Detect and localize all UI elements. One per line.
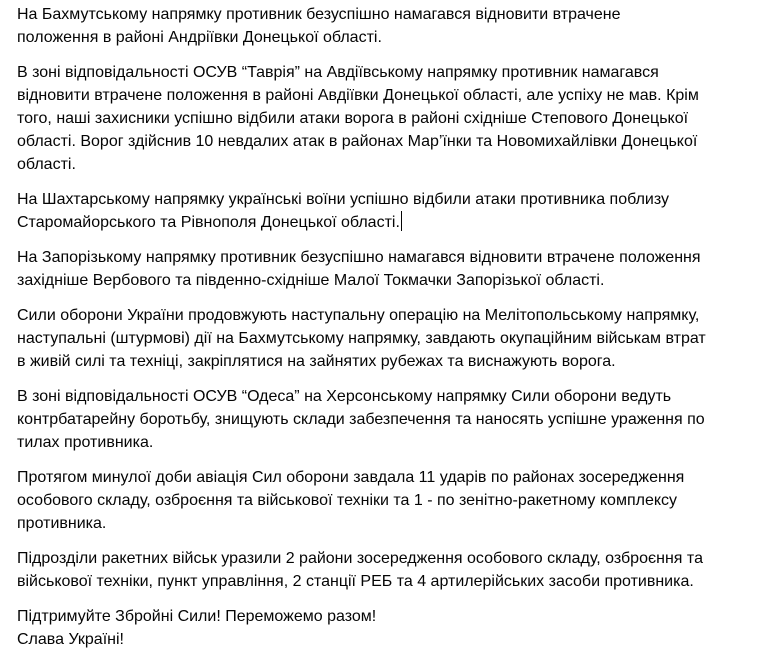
paragraph-line: області. Ворог здійснив 10 невдалих атак в районах Мар’їнки та Новомихайлівки Донецької [17, 133, 698, 150]
paragraph-aviation [17, 466, 747, 535]
paragraph-line: противника. [17, 515, 107, 532]
paragraph-tavria-avdiivka [17, 61, 747, 176]
paragraph-line: тилах противника. [17, 434, 154, 451]
paragraph-line: особового складу, озброєння та військової техніки та 1 - по зенітно-ракетному комплексу [17, 492, 678, 509]
paragraph-line: На Запорізькому напрямку противник безуспішно намагався відновити втрачене положення [17, 249, 701, 266]
paragraph-line: На Шахтарському напрямку українські воїни успішно відбили атаки противника поблизу [17, 191, 669, 208]
paragraph-shakhtarsk[interactable] [17, 188, 747, 234]
paragraph-line: Сили оборони України продовжують наступальну операцію на Мелітопольському напрямку, [17, 307, 700, 324]
paragraph-zaporizhzhia [17, 246, 747, 292]
paragraph-melitopol [17, 304, 747, 373]
paragraph-line: В зоні відповідальності ОСУВ “Одеса” на Херсонському напрямку Сили оборони ведуть [17, 388, 672, 405]
text-cursor-icon [401, 211, 402, 231]
paragraph-line: в живій силі та техніці, закріплятися на зайнятих рубежах та виснажують ворога. [17, 353, 616, 370]
paragraph-line: Старомайорського та Рівнополя Донецької області. [17, 214, 400, 231]
paragraph-closing [17, 605, 747, 651]
paragraph-missile-troops [17, 547, 747, 593]
paragraph-line: На Бахмутському напрямку противник безуспішно намагався відновити втрачене [17, 6, 621, 23]
paragraph-line: Слава Україні! [17, 631, 124, 648]
paragraph-line: Підрозділи ракетних військ уразили 2 райони зосередження особового складу, озброєння та [17, 550, 703, 567]
paragraph-line: контрбатарейну боротьбу, знищують склади забезпечення та наносять успішне ураження по [17, 411, 705, 428]
paragraph-line: області. [17, 156, 76, 173]
paragraph-line: В зоні відповідальності ОСУВ “Таврія” на Авдіївському напрямку противник намагався [17, 64, 659, 81]
paragraph-line: Протягом минулої доби авіація Сил оборони завдала 11 ударів по районах зосередження [17, 469, 685, 486]
paragraph-line: положення в районі Андріївки Донецької області. [17, 29, 382, 46]
paragraph-line: західніше Вербового та південно-східніше Малої Токмачки Запорізької області. [17, 272, 605, 289]
paragraph-line: відновити втрачене положення в районі Авдіївки Донецької області, але успіху не мав. Крім [17, 87, 699, 104]
paragraph-bakhmut [17, 3, 747, 49]
paragraph-odesa-kherson [17, 385, 747, 454]
paragraph-line-with-caret [17, 211, 747, 234]
paragraph-line: Підтримуйте Збройні Сили! Переможемо разом! [17, 608, 377, 625]
paragraph-line: наступальні (штурмові) дії на Бахмутському напрямку, завдають окупаційним військам втрат [17, 330, 706, 347]
paragraph-line: військової техніки, пункт управління, 2 станції РЕБ та 4 артилерійських засоби противника. [17, 573, 694, 590]
paragraph-line: того, наші захисники успішно відбили атаки ворога в районі східніше Степового Донецької [17, 110, 689, 127]
